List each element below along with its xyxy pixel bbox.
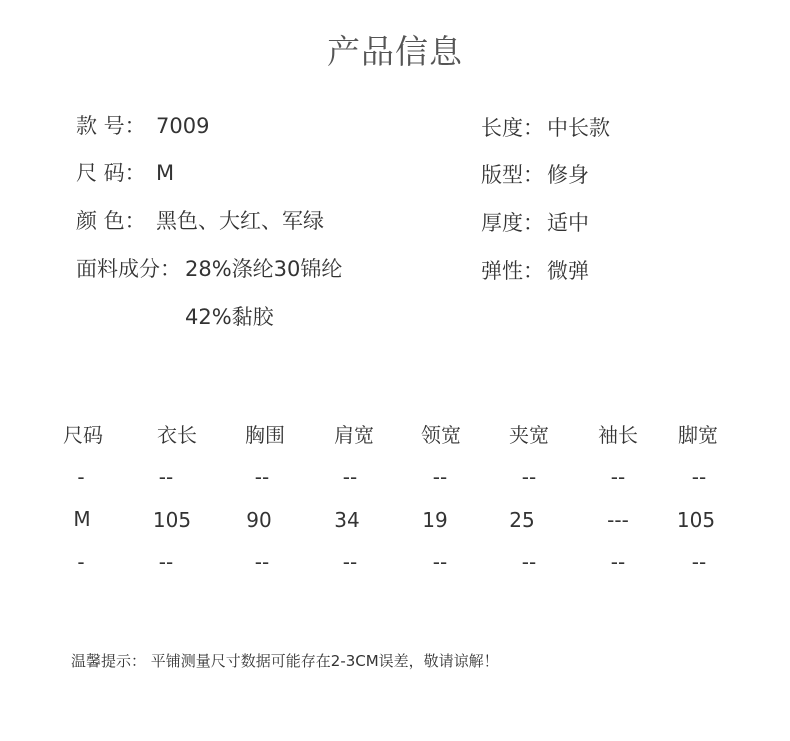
info-fabric-continued <box>185 301 274 331</box>
info-value: M <box>156 161 175 185</box>
header-cell-size: 尺码 <box>63 423 103 447</box>
header-cell-length: 衣长 <box>157 423 197 447</box>
info-elasticity <box>481 255 589 285</box>
table-cell: -- <box>521 550 537 574</box>
info-value: 28%涤纶30锦纶 <box>185 257 343 281</box>
table-cell: -- <box>432 465 448 489</box>
table-cell: --- <box>607 508 629 532</box>
info-length <box>481 112 610 142</box>
table-cell: -- <box>158 550 174 574</box>
table-cell: -- <box>691 465 707 489</box>
table-cell: -- <box>610 550 626 574</box>
info-thickness <box>481 207 589 237</box>
table-cell: -- <box>521 465 537 489</box>
measurement-note: 温馨提示： 平铺测量尺寸数据可能存在2-3CM误差，敬请谅解！ <box>71 652 499 670</box>
info-label: 弹性： <box>481 259 544 283</box>
info-value: 适中 <box>547 211 589 235</box>
info-label: 款 号： <box>76 114 146 138</box>
table-cell: -- <box>158 465 174 489</box>
table-cell: - <box>77 465 85 489</box>
table-cell: -- <box>342 550 358 574</box>
page-title: 产品信息 <box>327 32 463 71</box>
table-cell: -- <box>254 465 270 489</box>
info-value: 中长款 <box>547 116 610 140</box>
info-value: 微弹 <box>547 259 589 283</box>
table-cell: -- <box>610 465 626 489</box>
table-cell: 25 <box>509 508 535 532</box>
info-size <box>76 157 174 187</box>
info-fit <box>481 159 589 189</box>
header-cell-collar: 领宽 <box>421 423 461 447</box>
header-cell-hem: 脚宽 <box>678 423 718 447</box>
info-label: 颜 色： <box>76 209 146 233</box>
info-fabric <box>76 253 342 283</box>
table-cell: 90 <box>246 508 272 532</box>
table-cell: 105 <box>676 508 716 532</box>
table-cell: -- <box>254 550 270 574</box>
header-cell-sleeve: 袖长 <box>598 423 638 447</box>
table-cell: - <box>77 550 85 574</box>
info-value: 黑色、大红、军绿 <box>156 209 324 233</box>
info-value: 修身 <box>547 163 589 187</box>
table-cell: M <box>73 507 91 531</box>
header-cell-shoulder: 肩宽 <box>334 423 374 447</box>
info-style-number <box>76 110 209 140</box>
info-value: 42%黏胶 <box>185 305 274 329</box>
info-label: 面料成分： <box>76 257 181 281</box>
table-cell: 19 <box>422 508 448 532</box>
header-cell-chest: 胸围 <box>245 423 285 447</box>
info-label: 长度： <box>481 116 544 140</box>
table-cell: 34 <box>334 508 360 532</box>
info-label: 厚度： <box>481 211 544 235</box>
info-color <box>76 205 324 235</box>
info-label: 版型： <box>481 163 544 187</box>
header-cell-armhole: 夹宽 <box>509 423 549 447</box>
table-cell: 105 <box>152 508 192 532</box>
info-value: 7009 <box>156 114 210 138</box>
info-label: 尺 码： <box>76 161 146 185</box>
table-cell: -- <box>432 550 448 574</box>
table-cell: -- <box>342 465 358 489</box>
table-cell: -- <box>691 550 707 574</box>
